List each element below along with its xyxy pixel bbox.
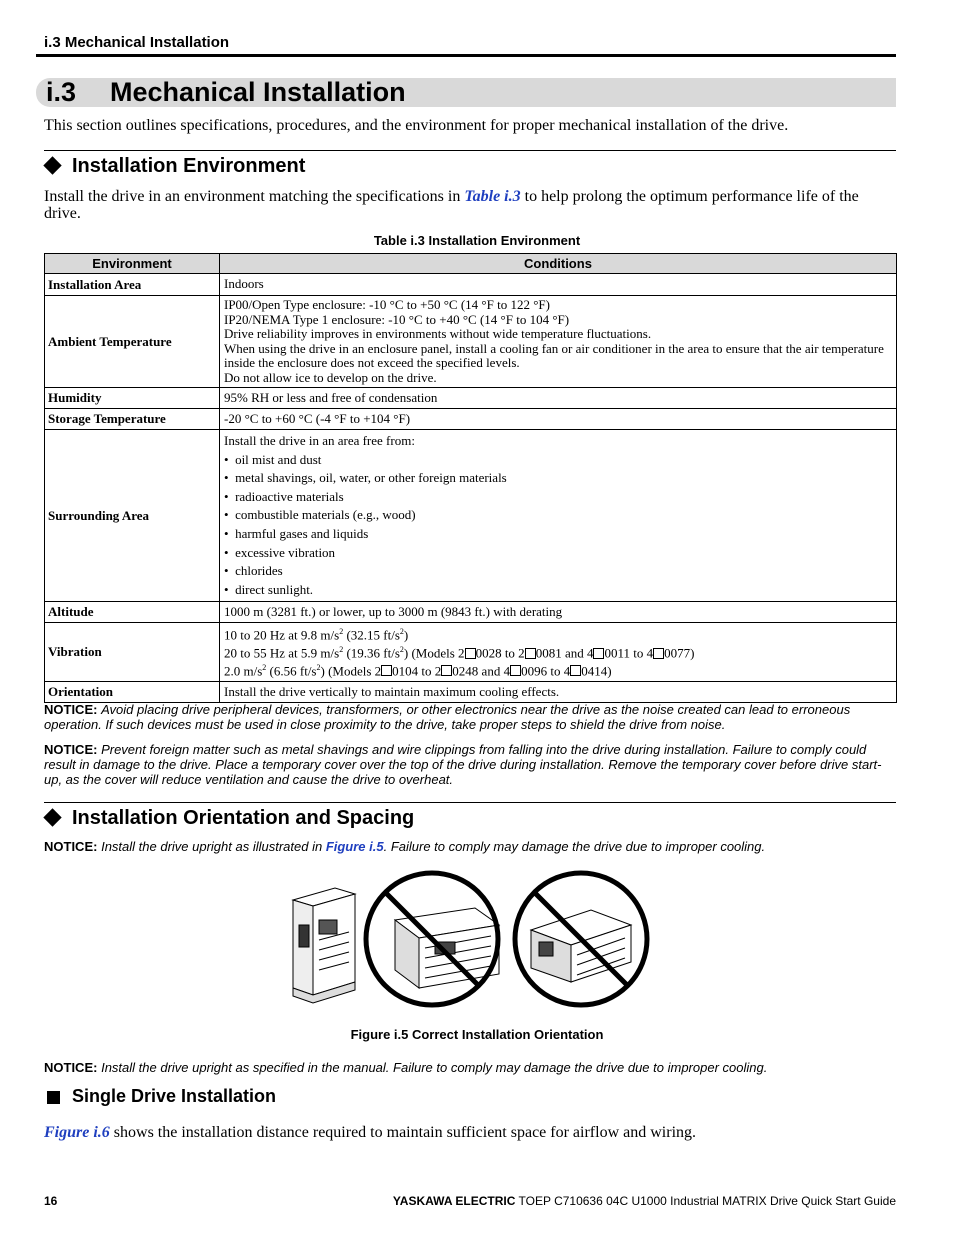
section-intro: This section outlines specifications, procedures, and the environment for proper mechanical installation of the drive.	[44, 117, 789, 134]
page-number: 16	[44, 1194, 58, 1208]
row-label: Storage Temperature	[45, 409, 220, 430]
section-number: i.3	[46, 77, 77, 107]
placeholder-box-icon	[593, 648, 604, 659]
running-header: i.3 Mechanical Installation	[44, 34, 230, 51]
notice-2: NOTICE: Prevent foreign matter such as metal shavings and wire clippings from falling into the drive during installation. Failure to comply could result in damage to the drive. Place a temporary cover over the top of the drive during installation. Remove the temporary cover before drive start-up, as the cover will reduce ventilation and cause the drive to overheat.	[44, 742, 882, 787]
table-header-row	[45, 254, 897, 274]
condition-line: 2.0 $m/s^2$ (6.56 $ft/s^2$) (Models 2 0104 to 2 0248 and 4 0096 to 4 0414)	[224, 663, 612, 679]
condition-line: 20 to 55 Hz at 5.9 $m/s^2$ (19.36 $ft/s^2$) (Models 2 0028 to 2 0081 and 4 0011 to 4 0077)	[224, 645, 695, 661]
table-row	[45, 681, 897, 702]
table-row	[45, 409, 897, 430]
bullet-item: • excessive vibration	[224, 544, 336, 560]
single-drive-heading: Single Drive Installation	[72, 1086, 277, 1106]
divider	[44, 150, 896, 151]
figure-i5-link[interactable]: Figure i.5	[325, 839, 384, 854]
condition-line: IP20/NEMA Type 1 enclosure: -10 °C to +40 °C (14 °F to 104 °F)	[224, 311, 570, 327]
diamond-bullet-icon	[43, 808, 61, 826]
condition-intro: Install the drive in an area free from:	[224, 433, 415, 448]
bullet-item: • direct sunlight.	[224, 581, 314, 597]
row-value	[220, 623, 897, 681]
condition-line: When using the drive in an enclosure panel, install a cooling fan or air conditioner in the area to ensure that the air temperature inside the enclosure does not exceed the specified levels.	[224, 340, 884, 370]
table-caption: Table i.3 Installation Environment	[373, 233, 581, 248]
row-label: Surrounding Area	[45, 430, 220, 602]
table-row	[45, 388, 897, 409]
orientation-figure	[285, 870, 655, 1010]
bullet-item: • harmful gases and liquids	[224, 525, 369, 541]
condition-line: 10 to 20 Hz at 9.8 $m/s^2$ (32.15 $ft/s^2$)	[224, 627, 409, 643]
single-drive-paragraph: Figure i.6 shows the installation distance required to maintain sufficient space for airflow and wiring.	[44, 1124, 697, 1141]
install-env-text-after: to help prolong the optimum performance life of the drive.	[44, 188, 859, 222]
notice-3: NOTICE: Install the drive upright as illustrated in Figure i.5. Failure to comply may damage the drive due to improper cooling.	[44, 839, 766, 854]
table-row	[45, 296, 897, 388]
row-label: Ambient Temperature	[45, 296, 220, 388]
row-label: Orientation	[45, 681, 220, 702]
row-value: Indoors	[220, 274, 897, 296]
placeholder-box-icon	[653, 648, 664, 659]
diamond-bullet-icon	[43, 156, 61, 174]
row-value: 1000 m (3281 ft.) or lower, up to 3000 m (9843 ft.) with derating	[220, 602, 897, 623]
placeholder-box-icon	[525, 648, 536, 659]
orientation-heading: Installation Orientation and Spacing	[72, 807, 415, 829]
divider	[44, 802, 896, 803]
row-value: 95% RH or less and free of condensation	[220, 388, 897, 409]
row-label: Vibration	[45, 623, 220, 681]
figure-i6-link[interactable]: Figure i.6	[44, 1124, 110, 1141]
column-header-environment: Environment	[45, 254, 220, 274]
row-value: -20 °C to +60 °C (-4 °F to +104 °F)	[220, 409, 897, 430]
upright-drive-illustration	[293, 888, 355, 1003]
condition-line: Drive reliability improves in environments without wide temperature fluctuations.	[224, 326, 652, 341]
figure-caption: Figure i.5 Correct Installation Orientation	[350, 1027, 604, 1042]
bullet-item: • metal shavings, oil, water, or other foreign materials	[224, 470, 507, 486]
row-label: Humidity	[45, 388, 220, 409]
header-rule	[36, 54, 896, 57]
column-header-conditions: Conditions	[220, 254, 897, 274]
notice-4: NOTICE: Install the drive upright as specified in the manual. Failure to comply may damage the drive due to improper cooling.	[44, 1060, 768, 1075]
table-row	[45, 602, 897, 623]
bullet-item: • oil mist and dust	[224, 451, 322, 467]
row-value: Install the drive vertically to maintain maximum cooling effects.	[220, 681, 897, 702]
prohibited-flat-illustration	[515, 873, 647, 1005]
notice-1: NOTICE: Avoid placing drive peripheral devices, transformers, or other electronics near the drive as the noise created can lead to erroneous operation. If such devices must be used in close proximity to the drive, take proper steps to shield the drive from noise.	[44, 702, 851, 732]
row-value	[220, 430, 897, 602]
table-row	[45, 430, 897, 602]
condition-line: IP00/Open Type enclosure: -10 °C to +50 °C (14 °F to 122 °F)	[224, 297, 550, 312]
footer-guide-title: YASKAWA ELECTRIC TOEP C710636 04C U1000 Industrial MATRIX Drive Quick Start Guide	[392, 1194, 896, 1208]
placeholder-box-icon	[510, 665, 521, 676]
bullet-item: • radioactive materials	[224, 488, 344, 504]
condition-line: Do not allow ice to develop on the drive.	[224, 369, 437, 385]
bullet-item: • combustible materials (e.g., wood)	[224, 507, 416, 523]
table-row	[45, 623, 897, 681]
install-env-paragraph	[44, 188, 896, 222]
placeholder-box-icon	[381, 665, 392, 676]
row-label: Altitude	[45, 602, 220, 623]
table-row	[45, 274, 897, 296]
placeholder-box-icon	[441, 665, 452, 676]
square-bullet-icon	[47, 1091, 60, 1104]
section-title: Mechanical Installation	[110, 77, 406, 107]
table-i3-link[interactable]: Table i.3	[464, 188, 521, 205]
row-value	[220, 296, 897, 388]
prohibited-sideways-illustration	[366, 873, 499, 1005]
bullet-item: • chlorides	[224, 563, 283, 579]
placeholder-box-icon	[570, 665, 581, 676]
placeholder-box-icon	[465, 648, 476, 659]
install-env-heading: Installation Environment	[72, 155, 306, 177]
row-label: Installation Area	[45, 274, 220, 296]
installation-environment-table	[44, 253, 897, 703]
install-env-text: Install the drive in an environment matching the specifications in	[44, 188, 465, 205]
